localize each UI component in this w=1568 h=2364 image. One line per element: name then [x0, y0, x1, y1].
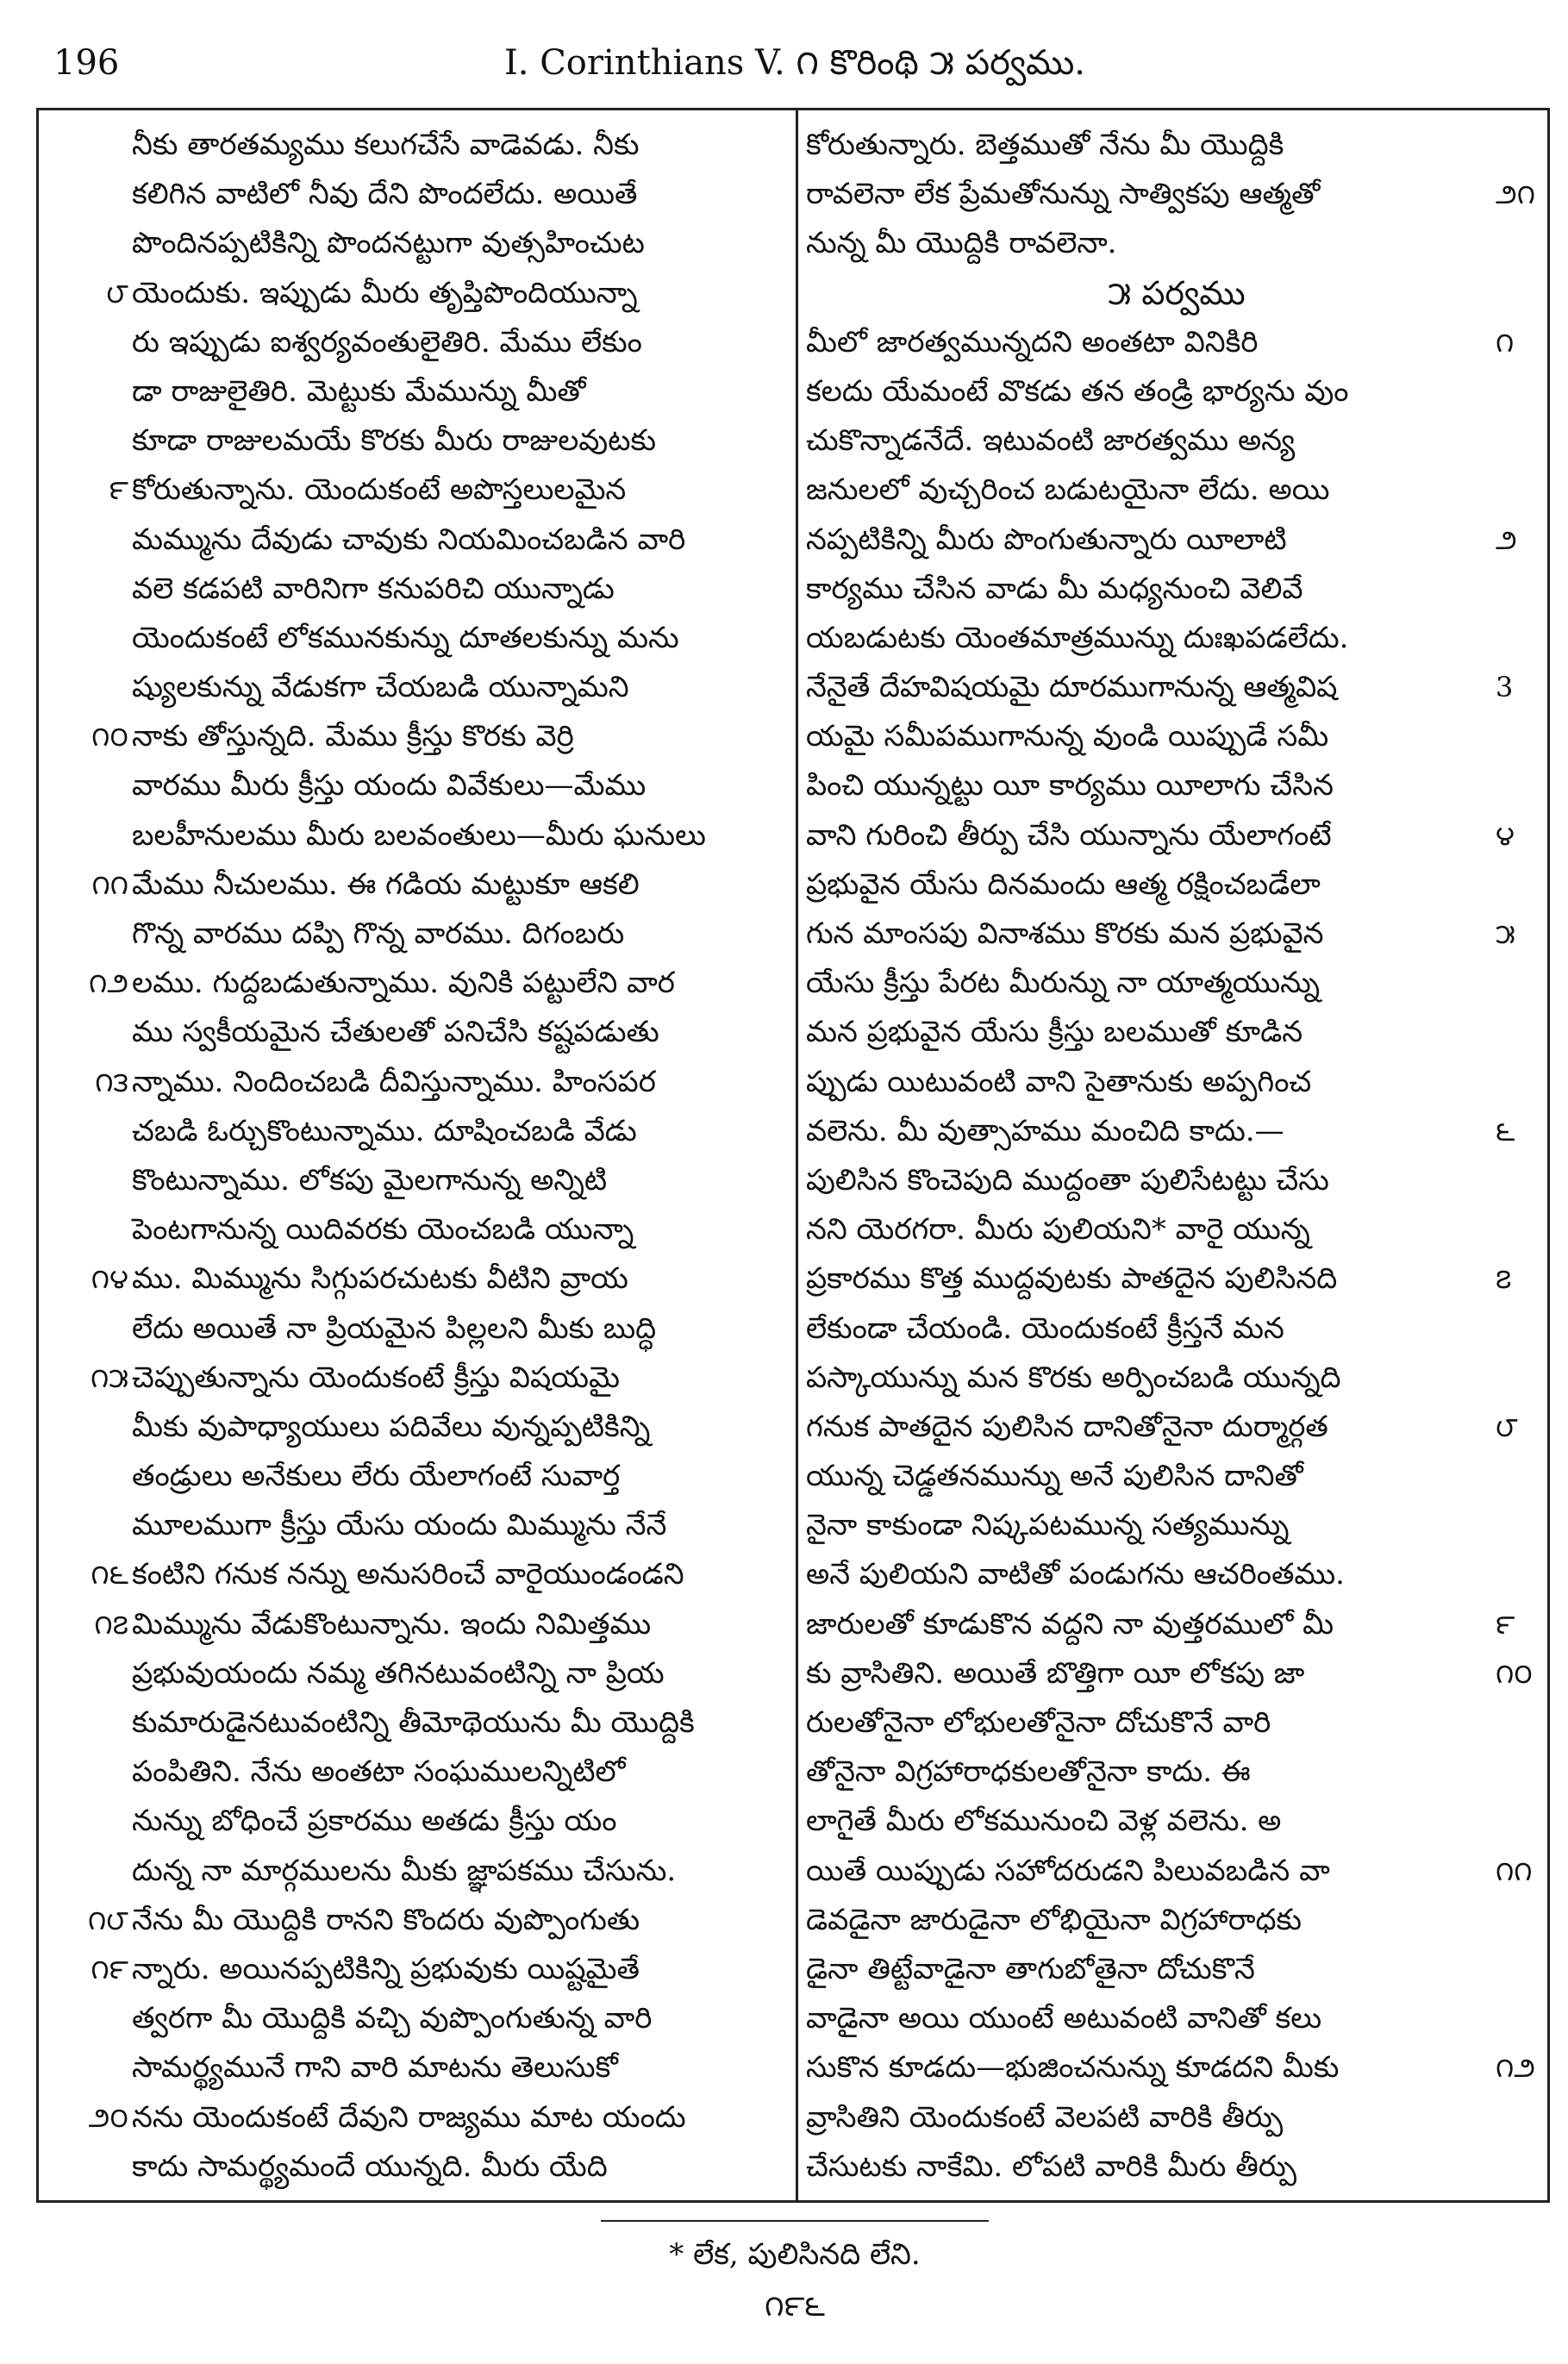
text-line: [806, 712, 1547, 761]
line-text: వలెను. మీ వుత్సాహము మంచిది కాదు.—: [806, 1113, 1284, 1148]
text-line: [806, 1945, 1547, 1994]
line-text: వలె కడపటి వారినిగా కనుపరిచి యున్నాడు: [132, 571, 615, 606]
text-line: [806, 1403, 1547, 1452]
text-line: [806, 1748, 1547, 1797]
text-line: [46, 860, 787, 910]
line-text: జనులలో వుచ్చరించ బడుటయైనా లేదు. అయి: [806, 472, 1330, 508]
line-text: మిమ్మును వేడుకొంటున్నాను. ఇందు నిమిత్తము: [132, 1606, 652, 1642]
text-line: [806, 516, 1547, 565]
verse-number: ౧౦: [1496, 1656, 1533, 1690]
text-line: [806, 811, 1547, 860]
verse-number: ౧: [1496, 325, 1515, 359]
line-text: మీలో జారత్వమున్నదని అంతటా వినికిరి: [806, 324, 1259, 360]
verse-number: ౧౭: [94, 1607, 128, 1641]
line-text: న్నాము. నిందించబడి దీవిస్తున్నాము. హింసపర: [132, 1064, 656, 1099]
text-line: [46, 2142, 787, 2192]
text-line: [806, 2093, 1547, 2142]
text-line: [46, 1600, 787, 1649]
verse-number: ౧౦: [91, 720, 128, 754]
page-header: [36, 26, 1553, 95]
line-text: యెందుకు. ఇప్పుడు మీరు తృప్తిపొందియున్నా: [132, 275, 638, 310]
text-line: [46, 1698, 787, 1748]
verse-number: ౮: [106, 276, 128, 310]
line-text: మీకు వుపాధ్యాయులు పదివేలు వున్నప్పటికిన్ని: [132, 1409, 651, 1444]
line-text: లేదు అయితే నా ప్రియమైన పిల్లలని మీకు బుద్ధి: [132, 1310, 657, 1346]
text-line: [46, 1304, 787, 1354]
text-line: [46, 269, 787, 318]
line-text: కుమారుడైనటువంటిన్ని తీమోథెయును మీ యొద్దికి: [132, 1705, 695, 1740]
line-text: లాగైతే మీరు లోకమునుంచి వెళ్ల వలెను. అ: [806, 1804, 1282, 1839]
text-line: [46, 959, 787, 1008]
verse-number: ౧౨: [88, 966, 128, 1000]
text-line: [46, 1205, 787, 1254]
line-text: సామర్థ్యమునే గాని వారి మాటను తెలుసుకో: [132, 2050, 618, 2086]
text-line: [806, 1304, 1547, 1354]
line-text: నని యెరగరా. మీరు పులియని* వారై యున్న: [806, 1212, 1310, 1248]
page: [36, 26, 1553, 2328]
line-text: డైనా తిట్టేవాడైనా తాగుబోతైనా దోచుకొనే: [806, 1951, 1255, 1986]
line-text: రావలెనా లేక ప్రేమతోనున్ను సాత్వికపు ఆత్మతో: [806, 177, 1321, 212]
line-text: ప్రభువైన యేసు దినమందు ఆత్మ రక్షించబడేలా: [806, 866, 1321, 902]
line-text: లము. గుద్దబడుతున్నాము. వునికి పట్టులేని వార: [132, 966, 675, 1001]
text-line: [806, 1107, 1547, 1156]
line-text: నున్ను బోధించే ప్రకారము అతడు క్రీస్తు యం: [132, 1804, 617, 1839]
text-line: [806, 1649, 1547, 1698]
text-line: [46, 1847, 787, 1896]
line-text: బలహీనులము మీరు బలవంతులు—మీరు ఘనులు: [132, 817, 706, 853]
text-line: [806, 860, 1547, 910]
text-line: [806, 663, 1547, 712]
text-line: [46, 1797, 787, 1846]
text-line: [806, 1156, 1547, 1205]
line-text: అనే పులియని వాటితో పండుగను ఆచరింతము.: [806, 1557, 1345, 1592]
line-text: రు ఇప్పుడు ఐశ్వర్యవంతులైతిరి. మేము లేకుం: [132, 324, 642, 360]
line-text: సుకొన కూడదు—భుజించనున్ను కూడదని మీకు: [806, 2050, 1340, 2086]
running-title: I. Corinthians V. ౧ కొరింథి ౫ పర్వము.: [503, 43, 1086, 83]
text-line: [46, 170, 787, 219]
line-text: కోరుతున్నాను. యెందుకంటే అపొస్తలులమైన: [132, 472, 627, 508]
text-line: [806, 1797, 1547, 1846]
line-text: చబడి ఓర్చుకొంటున్నాము. దూషించబడి వేడు: [132, 1113, 637, 1148]
verse-number: ౧౫: [90, 1360, 128, 1394]
text-line: [46, 219, 787, 268]
line-text: తోనైనా విగ్రహారాధకులతోనైనా కాదు. ఈ: [806, 1754, 1251, 1790]
text-line: [46, 1254, 787, 1304]
text-line: [806, 565, 1547, 614]
text-line: [46, 910, 787, 959]
text-line: [46, 1994, 787, 2043]
left-column: [46, 121, 787, 2192]
line-text: నప్పటికిన్ని మీరు పొంగుతున్నారు యీలాటి: [806, 522, 1287, 557]
line-text: న్నారు. అయినప్పటికిన్ని ప్రభువుకు యిష్టమైతే: [132, 1951, 640, 1986]
verse-number: ౨౦: [88, 2100, 128, 2134]
line-text: ము స్వకీయమైన చేతులతో పనిచేసి కష్టపడుతు: [132, 1015, 659, 1050]
verse-number: ౧౨: [1496, 2051, 1536, 2085]
right-column: [806, 121, 1547, 2192]
text-line: [806, 2043, 1547, 2092]
line-text: చెప్పుతున్నాను యెందుకంటే క్రీస్తు విషయమై: [132, 1360, 620, 1395]
text-line: [806, 1205, 1547, 1254]
column-divider: [796, 110, 798, 2200]
line-text: పులిసిన కొంచెపుది ముద్దంతా పులిసేటట్టు చేసు: [806, 1162, 1329, 1198]
text-line: [806, 121, 1547, 170]
text-line: [46, 2043, 787, 2092]
verse-number: ౨౧: [1496, 178, 1536, 211]
chapter-heading: [806, 269, 1547, 318]
line-text: పస్కాయున్ను మన కొరకు అర్పించబడి యున్నది: [806, 1360, 1341, 1395]
text-line: [46, 1058, 787, 1107]
text-line: [46, 466, 787, 515]
text-line: [806, 1452, 1547, 1501]
text-line: [46, 1403, 787, 1452]
text-line: [806, 1354, 1547, 1403]
line-text: కూడా రాజులమయే కొరకు మీరు రాజులవుటకు: [132, 423, 657, 459]
verse-number: ౧౧: [91, 867, 128, 901]
line-text: కాదు సామర్థ్యమందే యున్నది. మీరు యేది: [132, 2148, 608, 2184]
line-text: చేసుటకు నాకేమి. లోపటి వారికి మీరు తీర్పు: [806, 2148, 1297, 2184]
line-text: గొన్న వారము దప్పి గొన్న వారము. దిగంబరు: [132, 916, 625, 951]
text-line: [46, 1748, 787, 1797]
line-text: యున్న చెడ్డతనమున్ను అనే పులిసిన దానితో: [806, 1459, 1303, 1494]
line-text: రులతోనైనా లోభులతోనైనా దోచుకొనే వారి: [806, 1705, 1271, 1740]
text-frame: [36, 108, 1550, 2203]
text-line: [806, 219, 1547, 268]
text-line: [46, 1354, 787, 1403]
footnote: * లేక, పులిసినది లేని.: [669, 2237, 921, 2272]
text-line: [806, 959, 1547, 1008]
line-text: మమ్మును దేవుడు చావుకు నియమించబడిన వారి: [132, 522, 686, 557]
text-line: [46, 663, 787, 712]
line-text: చుకొన్నాడనేదే. ఇటువంటి జారత్వము అన్య: [806, 423, 1296, 459]
verse-number: ౧౩: [95, 1065, 128, 1098]
line-text: డా రాజులైతిరి. మెట్టుకు మేమున్ను మీతో: [132, 373, 586, 409]
verse-number: ౧౯: [91, 1952, 128, 1986]
line-text: మేము నీచులము. ఈ గడియ మట్టుకూ ఆకలి: [132, 866, 640, 902]
text-line: [806, 1994, 1547, 2043]
line-text: ష్యులకున్ను వేడుకగా చేయబడి యున్నామని: [132, 670, 629, 705]
text-line: [46, 516, 787, 565]
text-line: [806, 614, 1547, 663]
text-line: [806, 2142, 1547, 2192]
text-line: [46, 712, 787, 761]
line-text: యేసు క్రీస్తు పేరట మీరున్ను నా యాత్మయున్ను: [806, 966, 1321, 1001]
line-text: కలదు యేమంటే వొకడు తన తండ్రి భార్యను వుం: [806, 373, 1349, 409]
text-line: [46, 2093, 787, 2142]
page-number: 196: [53, 43, 120, 83]
line-text: గనుక పాతదైన పులిసిన దానితోనైనా దుర్మార్గత: [806, 1409, 1328, 1444]
line-text: యమై సమీపముగానున్న వుండి యిప్పుడే సమీ: [806, 719, 1329, 754]
text-line: [46, 1008, 787, 1057]
verse-number: ౫: [1496, 917, 1515, 950]
text-line: [46, 1156, 787, 1205]
verse-number: ౯: [109, 473, 128, 507]
text-line: [46, 1501, 787, 1550]
verse-number: ౪: [1496, 818, 1515, 852]
line-text: వాడైనా అయి యుంటే అటువంటి వానితో కలు: [806, 2001, 1322, 2036]
text-line: [46, 121, 787, 170]
line-text: జారులతో కూడుకొన వద్దని నా వుత్తరములో మీ: [806, 1606, 1334, 1642]
text-line: [806, 910, 1547, 959]
line-text: డెవడైనా జారుడైనా లోభియైనా విగ్రహారాధకు: [806, 1902, 1302, 1937]
line-text: నైనా కాకుండా నిష్కపటమున్న సత్యమున్ను: [806, 1508, 1290, 1543]
line-text: నను యెందుకంటే దేవుని రాజ్యము మాట యందు: [132, 2099, 686, 2135]
text-line: [806, 761, 1547, 810]
line-text: ౫ పర్వము: [1108, 273, 1246, 312]
line-text: మూలముగా క్రీస్తు యేసు యందు మిమ్మును నేనే: [132, 1508, 667, 1543]
line-text: యెందుకంటే లోకమునకున్ను దూతలకున్ను మను: [132, 620, 679, 655]
verse-number: ౨: [1496, 522, 1517, 556]
line-text: లేకుండా చేయండి. యెందుకంటే క్రీస్తనే మన: [806, 1310, 1284, 1346]
line-text: తండ్రులు అనేకులు లేరు యేలాగంటే సువార్త: [132, 1459, 621, 1494]
text-line: [46, 318, 787, 367]
verse-number: ౧౧: [1496, 1854, 1533, 1887]
line-text: వాని గురించి తీర్పు చేసి యున్నాను యేలాగంటే: [806, 817, 1332, 853]
text-line: [806, 1501, 1547, 1550]
verse-number: ౯: [1496, 1607, 1515, 1641]
text-line: [46, 614, 787, 663]
line-text: గున మాంసపు వినాశము కొరకు మన ప్రభువైన: [806, 916, 1324, 951]
text-line: [806, 367, 1547, 416]
line-text: కు వ్రాసితిని. అయితే బొత్తిగా యీ లోకపు జా: [806, 1655, 1305, 1691]
line-text: యబడుటకు యెంతమాత్రమున్ను దుఃఖపడలేదు.: [806, 620, 1349, 655]
line-text: దున్న నా మార్గములను మీకు జ్ఞాపకము చేసును.: [132, 1853, 677, 1888]
line-text: కొంటున్నాము. లోకపు మైలగానున్న అన్నిటి: [132, 1162, 608, 1198]
line-text: ప్రకారము కొత్త ముద్దవుటకు పాతదైన పులిసినది: [806, 1261, 1338, 1297]
line-text: నున్న మీ యొద్దికి రావలెనా.: [806, 226, 1117, 261]
line-text: పెంటగానున్న యిదివరకు యెంచబడి యున్నా: [132, 1212, 634, 1248]
verse-number: 3: [1496, 671, 1514, 704]
verse-number: ౬: [1496, 1114, 1515, 1148]
text-line: [806, 1698, 1547, 1748]
verse-number: ౮: [1496, 1410, 1518, 1443]
text-line: [806, 1896, 1547, 1945]
verse-number: ౧౬: [91, 1558, 128, 1592]
text-line: [806, 170, 1547, 219]
line-text: కోరుతున్నారు. బెత్తముతో నేను మీ యొద్దికి: [806, 128, 1284, 162]
verse-number: ౧౪: [91, 1262, 128, 1296]
text-line: [806, 1008, 1547, 1057]
line-text: పంపితిని. నేను అంతటా సంఘములన్నిటిలో: [132, 1754, 626, 1790]
line-text: నేను మీ యొద్దికి రానని కొందరు వుప్పొంగుతు: [132, 1902, 640, 1937]
text-line: [46, 1550, 787, 1599]
text-line: [806, 1254, 1547, 1304]
line-text: నీకు తారతమ్యము కలుగచేసే వాడెవడు. నీకు: [132, 128, 640, 162]
text-line: [46, 1649, 787, 1698]
verse-number: ౧౮: [88, 1903, 128, 1936]
text-line: [46, 1452, 787, 1501]
text-line: [46, 1107, 787, 1156]
text-line: [46, 1945, 787, 1994]
line-text: కంటిని గనుక నన్ను అనుసరించే వారైయుండండని: [132, 1557, 684, 1592]
line-text: ప్పుడు యిటువంటి వాని సైతానుకు అప్పగించ: [806, 1064, 1312, 1099]
bottom-page-number: ౧౯౬: [764, 2289, 826, 2323]
text-line: [46, 811, 787, 860]
text-line: [46, 761, 787, 810]
text-line: [46, 1896, 787, 1945]
text-line: [806, 416, 1547, 466]
line-text: ప్రభువుయందు నమ్మ తగినటువంటిన్ని నా ప్రియ: [132, 1655, 665, 1691]
line-text: పించి యున్నట్టు యీ కార్యము యీలాగు చేసిన: [806, 768, 1334, 804]
text-line: [806, 1600, 1547, 1649]
verse-number: ౭: [1496, 1262, 1512, 1296]
line-text: యితే యిప్పుడు సహోదరుడని పిలువబడిన వా: [806, 1853, 1330, 1888]
footnote-rule: [601, 2220, 989, 2222]
line-text: మన ప్రభువైన యేసు క్రీస్తు బలముతో కూడిన: [806, 1015, 1303, 1050]
text-line: [46, 367, 787, 416]
text-line: [806, 1058, 1547, 1107]
line-text: త్వరగా మీ యొద్దికి వచ్చి వుప్పొంగుతున్న వారి: [132, 2001, 653, 2036]
text-line: [46, 416, 787, 466]
text-line: [46, 565, 787, 614]
text-line: [806, 318, 1547, 367]
line-text: నేనైతే దేహవిషయమై దూరముగానున్న ఆత్మవిష: [806, 670, 1338, 705]
line-text: వ్రాసితిని యెందుకంటే వెలపటి వారికి తీర్పు: [806, 2099, 1284, 2135]
line-text: కలిగిన వాటిలో నీవు దేని పొందలేదు. అయితే: [132, 177, 638, 212]
text-line: [806, 1550, 1547, 1599]
line-text: వారము మీరు క్రీస్తు యందు వివేకులు—మేము: [132, 768, 647, 804]
line-text: నాకు తోస్తున్నది. మేము క్రీస్తు కొరకు వెర్రి: [132, 719, 574, 754]
line-text: ము. మిమ్మును సిగ్గుపరచుటకు వీటిని వ్రాయ: [132, 1261, 628, 1297]
text-line: [806, 1847, 1547, 1896]
text-line: [806, 466, 1547, 515]
line-text: కార్యము చేసిన వాడు మీ మధ్యనుంచి వెలివే: [806, 571, 1303, 606]
line-text: పొందినప్పటికిన్ని పొందనట్టుగా వుత్సహించుట: [132, 226, 645, 261]
